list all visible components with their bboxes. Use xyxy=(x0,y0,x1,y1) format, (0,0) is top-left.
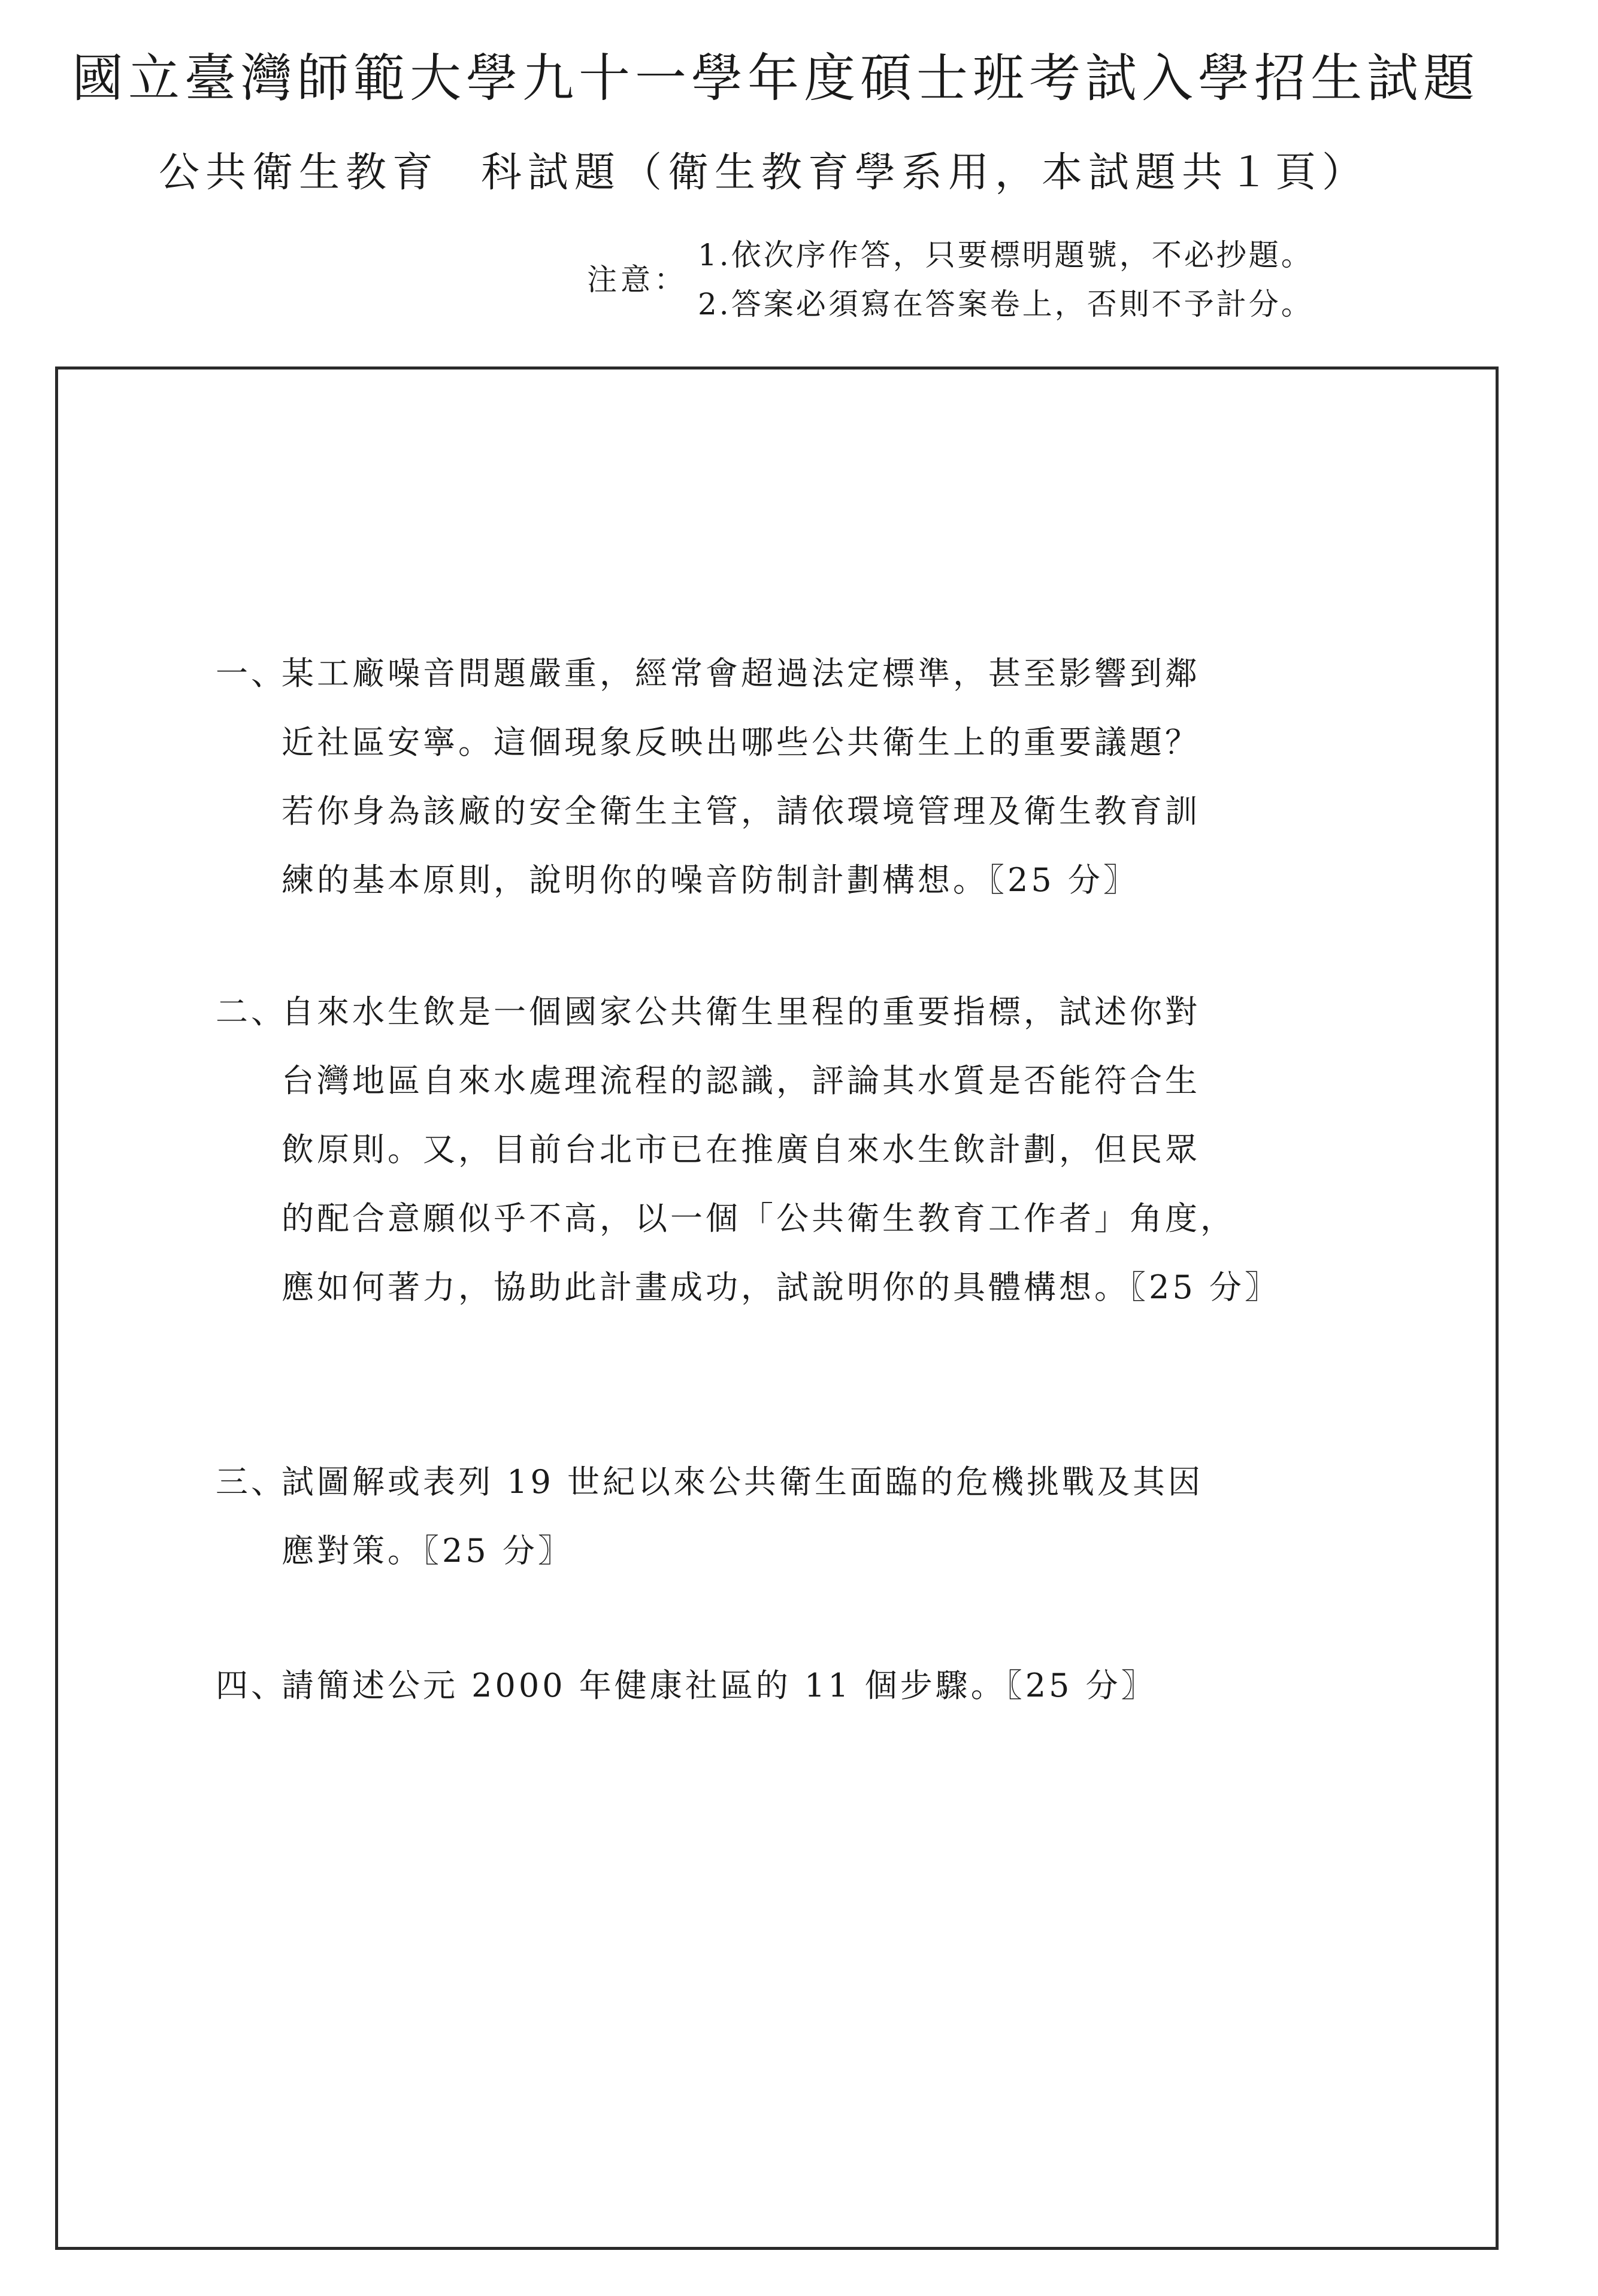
question-line: 某工廠噪音問題嚴重，經常會超過法定標準，甚至影響到鄰 xyxy=(282,655,1200,692)
question-line: 近社區安寧。這個現象反映出哪些公共衛生上的重要議題？ xyxy=(282,723,1200,761)
question-3 xyxy=(216,1447,1203,1585)
question-line: 若你身為該廠的安全衛生主管，請依環境管理及衛生教育訓 xyxy=(282,792,1200,830)
question-line: 台灣地區自來水處理流程的認識，評論其水質是否能符合生 xyxy=(282,1062,1200,1099)
notice-label: 注意： xyxy=(587,262,688,297)
course-name: 公共衛生教育 xyxy=(159,149,440,196)
exam-title: 國立臺灣師範大學九十一學年度碩士班考試入學招生試題 xyxy=(72,49,1479,108)
subtitle-rest: 科試題（衛生教育學系用，本試題共１頁） xyxy=(481,149,1369,196)
question-number: 二、 xyxy=(216,993,286,1031)
question-1 xyxy=(216,639,1200,914)
question-4 xyxy=(216,1651,1157,1720)
question-line: 應如何著力，協助此計畫成功，試說明你的具體構想。〖25 分〗 xyxy=(282,1268,1280,1306)
question-line: 請簡述公元 2000 年健康社區的 11 個步驟。〖25 分〗 xyxy=(282,1667,1157,1704)
notice-item: 2.答案必須寫在答案卷上，否則不予計分。 xyxy=(698,287,1313,322)
notice-items xyxy=(698,231,1313,329)
question-line: 應對策。〖25 分〗 xyxy=(282,1532,573,1570)
question-number: 三、 xyxy=(216,1463,286,1501)
question-line: 自來水生飲是一個國家公共衛生里程的重要指標，試述你對 xyxy=(282,993,1200,1031)
question-line: 試圖解或表列 19 世紀以來公共衛生面臨的危機挑戰及其因 xyxy=(282,1463,1204,1501)
exam-subtitle xyxy=(159,149,1369,196)
question-number: 一、 xyxy=(216,655,286,692)
notice-item: 1.依次序作答，只要標明題號，不必抄題。 xyxy=(698,238,1313,272)
question-2 xyxy=(216,977,1280,1322)
question-line: 飲原則。又，目前台北市已在推廣自來水生飲計劃，但民眾 xyxy=(282,1131,1200,1168)
question-number: 四、 xyxy=(216,1667,286,1704)
question-line: 的配合意願似乎不高，以一個「公共衛生教育工作者」角度， xyxy=(282,1200,1236,1237)
question-line: 練的基本原則，說明你的噪音防制計劃構想。〖25 分〗 xyxy=(282,861,1139,899)
